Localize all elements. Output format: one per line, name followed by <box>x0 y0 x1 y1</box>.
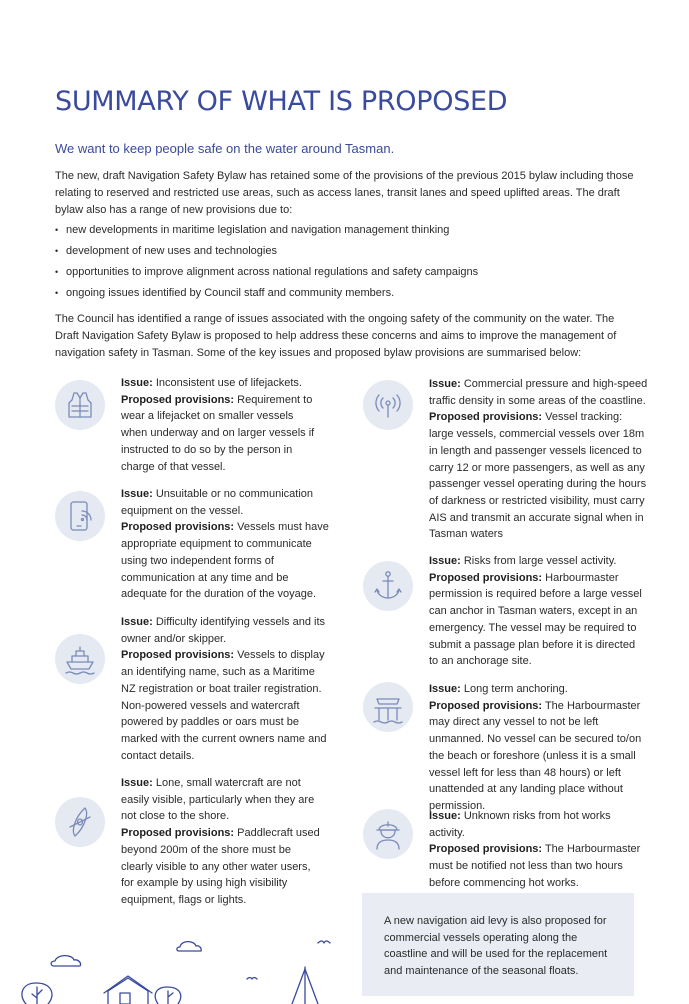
issue-label: Issue: <box>429 683 461 695</box>
issue-label: Issue: <box>429 555 461 567</box>
proposed-text: Vessel tracking: large vessels, commercial vessels over 18m in length and passenger vessels licenced to carry 12 or more passengers, as well as any passenger vessel operating during the hours of darkness or restricted visibility, must carry AIS and transmit an accurate signal when in Tasman waters <box>429 411 647 541</box>
proposed-label: Proposed provisions: <box>429 699 543 712</box>
proposed-label: Proposed provisions: <box>121 649 235 662</box>
issue-text: Unknown risks from hot works activity. <box>429 810 611 839</box>
intro-paragraph: The new, draft Navigation Safety Bylaw has retained some of the provisions of the previous 2015 bylaw including those relating to reserved and restricted use areas, such as access lanes, transit lanes and speed uplifted areas. The draft bylaw also has a range of new provisions due to: <box>55 170 634 216</box>
proposed-label: Proposed provisions: <box>429 843 543 856</box>
proposed-label: Proposed provisions: <box>429 571 543 584</box>
issue-text: Risks from large vessel activity. <box>463 555 617 567</box>
proposed-label: Proposed provisions: <box>121 521 235 534</box>
issue-text: Unsuitable or no communication equipment on the vessel. <box>121 488 313 517</box>
ship-icon <box>55 634 105 684</box>
issue-label: Issue: <box>121 488 153 500</box>
tree-icon <box>22 983 52 1004</box>
reasons-list <box>55 222 635 302</box>
page-title: SUMMARY OF WHAT IS PROPOSED <box>55 86 508 117</box>
kayak-paddle-icon <box>55 797 105 847</box>
intro-paragraph-2: The Council has identified a range of issues associated with the ongoing safety of the community on the water. The Draft Navigation Safety Bylaw is proposed to help address these concerns and aims to improve the management of navigation safety in Tasman. Some of the key issues and proposed bylaw provisions are summarised below: <box>55 313 617 359</box>
proposed-label: Proposed provisions: <box>429 411 543 424</box>
sailboat-icon <box>292 967 318 1004</box>
issue-text: Commercial pressure and high-speed traffic density in some areas of the coastline. <box>429 378 648 407</box>
phone-radio-icon <box>55 491 105 541</box>
proposed-label: Proposed provisions: <box>121 393 235 406</box>
cloud-icon <box>51 956 80 966</box>
proposed-text: Vessels to display an identifying name, such as a Maritime NZ registration or boat trailer registration. Non-powered vessels and watercraft powered by paddles or oars must be marked with the current owners name and contact details. <box>121 649 327 762</box>
list-item: • development of new uses and technologies <box>55 243 635 260</box>
issue-label: Issue: <box>429 810 461 822</box>
bird-icon <box>247 978 257 980</box>
issue-label: Issue: <box>121 616 153 628</box>
page-subtitle: We want to keep people safe on the water around Tasman. <box>55 141 395 156</box>
intro-section <box>55 168 635 362</box>
list-item: • new developments in maritime legislation and navigation management thinking <box>55 222 635 239</box>
proposed-text: The Harbourmaster may direct any vessel to not be left unmanned. No vessel can be secured to/on the beach or foreshore (unless it is a small vessel left for less than 48 hours) or left unattended at any landing place without permission. <box>429 699 642 812</box>
wharf-icon <box>363 682 413 732</box>
proposed-text: The Harbourmaster must be notified not less than two hours before commencing hot works. <box>429 843 641 889</box>
anchor-icon <box>363 561 413 611</box>
proposed-label: Proposed provisions: <box>121 827 235 840</box>
issue-label: Issue: <box>121 377 153 389</box>
issue-label: Issue: <box>121 777 153 789</box>
list-item: • opportunities to improve alignment across national regulations and safety campaigns <box>55 264 635 281</box>
landscape-illustration <box>0 925 689 1004</box>
lifejacket-icon <box>55 380 105 430</box>
issue-text: Difficulty identifying vessels and its owner and/or skipper. <box>121 616 326 645</box>
proposed-text: Vessels must have appropriate equipment to communicate using two independent forms of communication at any time and be adequate for the duration of the voyage. <box>121 521 329 601</box>
tree-icon <box>155 987 181 1004</box>
proposed-text: Paddlecraft used beyond 200m of the shore must be clearly visible to any other water users, for example by using high visibility equipment, flags or lights. <box>121 827 320 906</box>
proposed-text: Harbourmaster permission is required before a large vessel can anchor in Tasman waters, except in an emergency. The vessel may be required to submit a passage plan before it is directed to an anchorage site. <box>429 571 642 668</box>
list-item: • ongoing issues identified by Council staff and community members. <box>55 285 635 302</box>
proposed-text: Requirement to wear a lifejacket on smaller vessels when underway and on larger vessels if instructed to do so by the person in charge of that vessel. <box>121 393 315 473</box>
issue-text: Inconsistent use of lifejackets. <box>155 377 302 389</box>
levy-note: A new navigation aid levy is also proposed for commercial vessels operating along the coastline and will be used for the replacement and maintenance of the seasonal floats. <box>384 915 608 978</box>
hard-hat-worker-icon <box>363 809 413 859</box>
signal-tower-icon <box>363 380 413 430</box>
house-icon <box>104 976 152 1004</box>
issue-text: Lone, small watercraft are not easily visible, particularly when they are not close to the shore. <box>121 777 315 823</box>
issue-text: Long term anchoring. <box>463 683 568 695</box>
cloud-icon <box>177 942 201 951</box>
issue-label: Issue: <box>429 378 461 390</box>
bird-icon <box>318 941 330 943</box>
